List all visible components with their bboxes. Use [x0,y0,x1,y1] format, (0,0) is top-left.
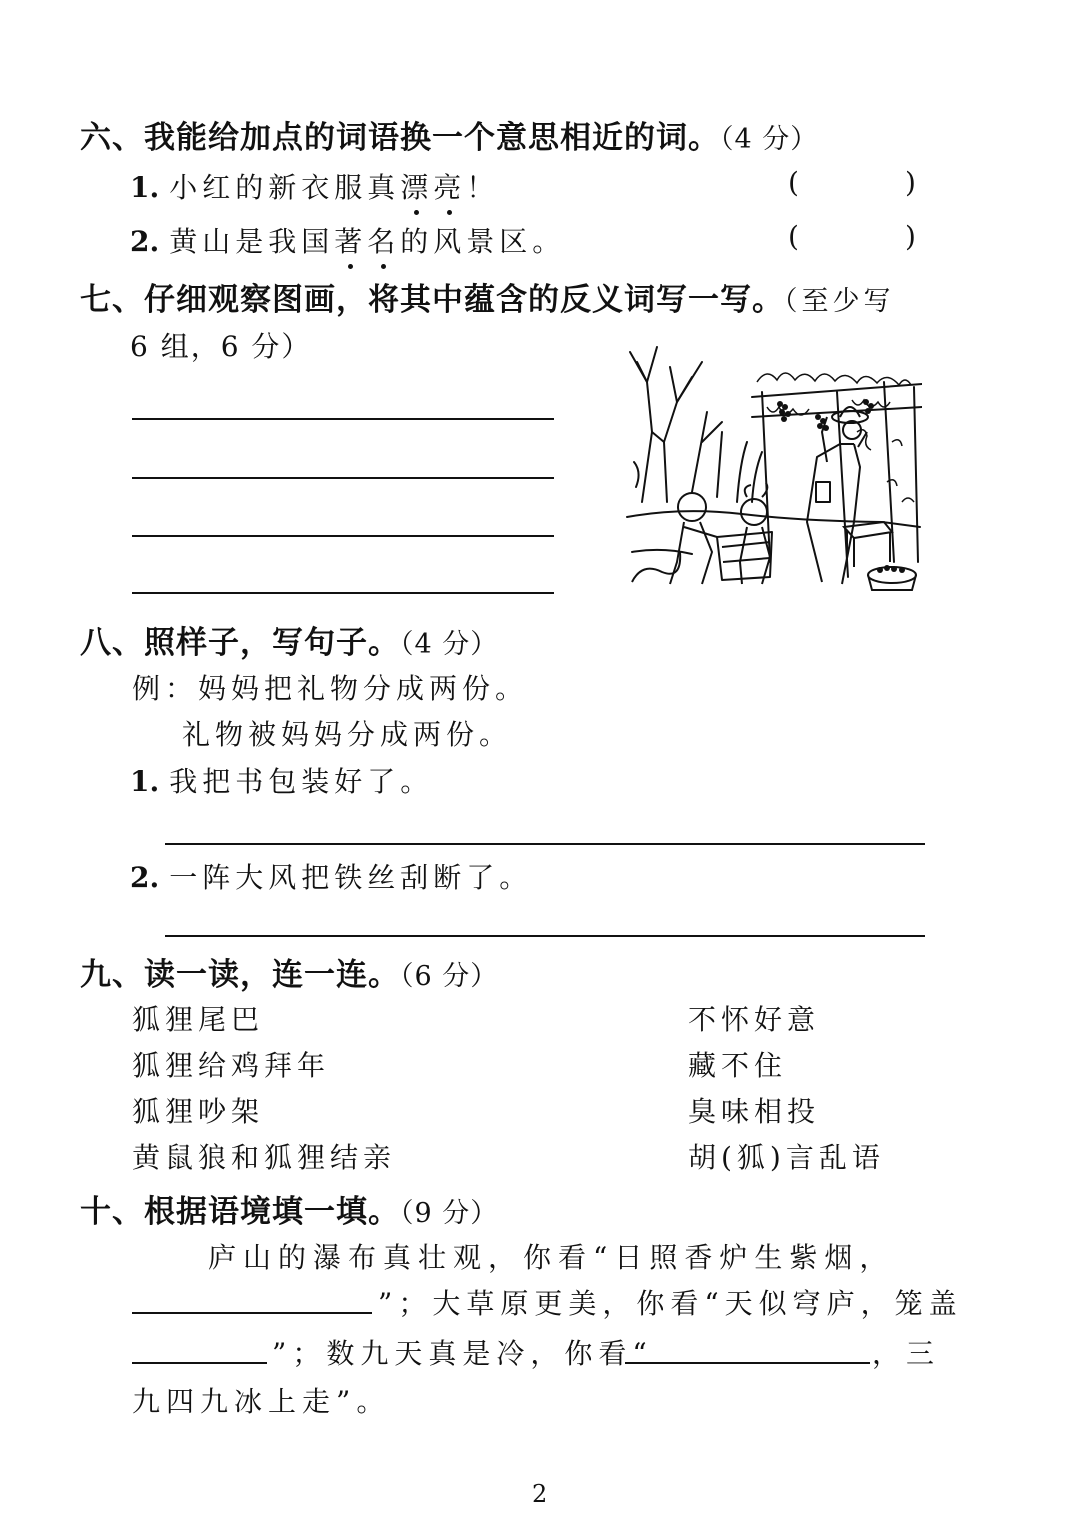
page-number: 2 [532,1480,548,1508]
s6-q2-answer-right-paren: ) [905,220,916,253]
section-9-title: 九、读一读，连一连。 [80,957,400,993]
section-7-title: 七、仔细观察图画，将其中蕴含的反义词写一写。 [80,282,784,318]
s10-text-line-3b: ，三 [872,1337,941,1370]
answer-line[interactable] [132,477,554,479]
section-6-points: （4 分） [720,124,819,155]
q-text: 小红的新衣服真 [169,171,401,204]
s10-text-line-4: 九四九冰上走”。 [132,1385,391,1418]
fill-blank[interactable] [625,1362,870,1364]
fill-blank[interactable] [132,1362,267,1364]
answer-line[interactable] [132,535,554,537]
match-right-item[interactable]: 藏不住 [688,1049,788,1082]
section-10-points: （9 分） [400,1198,499,1229]
section-8-heading [80,617,498,662]
q-text-end: 的风景区。 [400,225,566,258]
s8-question-1 [130,760,433,800]
dotted-char: 亮 [433,166,466,206]
dotted-char: 名 [367,220,400,260]
match-right-item[interactable]: 臭味相投 [688,1095,821,1128]
fill-blank[interactable] [132,1312,372,1314]
q-text: 我把书包装好了。 [169,765,434,798]
answer-line[interactable] [165,935,925,937]
s8-question-2 [130,856,532,896]
s6-q2-answer-left-paren: ( [788,220,799,253]
q-number: 2. [130,225,160,258]
section-7-points-a: （至少写 [784,286,895,317]
q-text-end: ！ [466,171,500,204]
answer-line[interactable] [165,843,925,845]
s8-example-original: 例：妈妈把礼物分成两份。 [132,672,529,705]
section-10-title: 十、根据语境填一填。 [80,1194,400,1230]
dotted-char: 著 [334,220,367,260]
section-8-title: 八、照样子，写句子。 [80,625,400,661]
q-text: 一阵大风把铁丝刮断了。 [169,861,533,894]
q-number: 2. [130,861,160,894]
match-right-item[interactable]: 不怀好意 [688,1003,821,1036]
s10-text-line-2: ”；大草原更美，你看“天似穹庐，笼盖 [378,1287,963,1320]
section-9-points: （6 分） [400,961,499,992]
s6-question-1 [130,166,499,206]
s6-q1-answer-right-paren: ) [905,166,916,199]
q-number: 1. [130,171,160,204]
match-right-item[interactable]: 胡(狐)言乱语 [688,1141,885,1174]
s10-text-line-3a: ”；数九天真是冷，你看“ [272,1337,653,1370]
s6-question-2 [130,220,565,260]
answer-line[interactable] [132,592,554,594]
s10-text-line-1: 庐山的瀑布真壮观，你看“日照香炉生紫烟， [208,1241,895,1274]
s8-example-rewritten: 礼物被妈妈分成两份。 [182,718,513,751]
grape-harvest-illustration [622,322,922,598]
dotted-char: 漂 [400,166,433,206]
q-number: 1. [130,765,160,798]
section-7-heading [80,274,895,319]
section-9-heading [80,949,498,994]
s6-q1-answer-left-paren: ( [788,166,799,199]
section-8-points: （4 分） [400,629,499,660]
section-10-heading [80,1186,498,1231]
answer-line[interactable] [132,418,554,420]
match-left-item[interactable]: 狐狸尾巴 [132,1003,265,1036]
match-left-item[interactable]: 黄鼠狼和狐狸结亲 [132,1141,397,1174]
match-left-item[interactable]: 狐狸吵架 [132,1095,265,1128]
match-left-item[interactable]: 狐狸给鸡拜年 [132,1049,331,1082]
q-text: 黄山是我国 [169,225,335,258]
section-6-title: 六、我能给加点的词语换一个意思相近的词。 [80,120,720,156]
section-6-heading [80,112,818,157]
section-7-points-b: 6 组，6 分） [130,330,312,363]
